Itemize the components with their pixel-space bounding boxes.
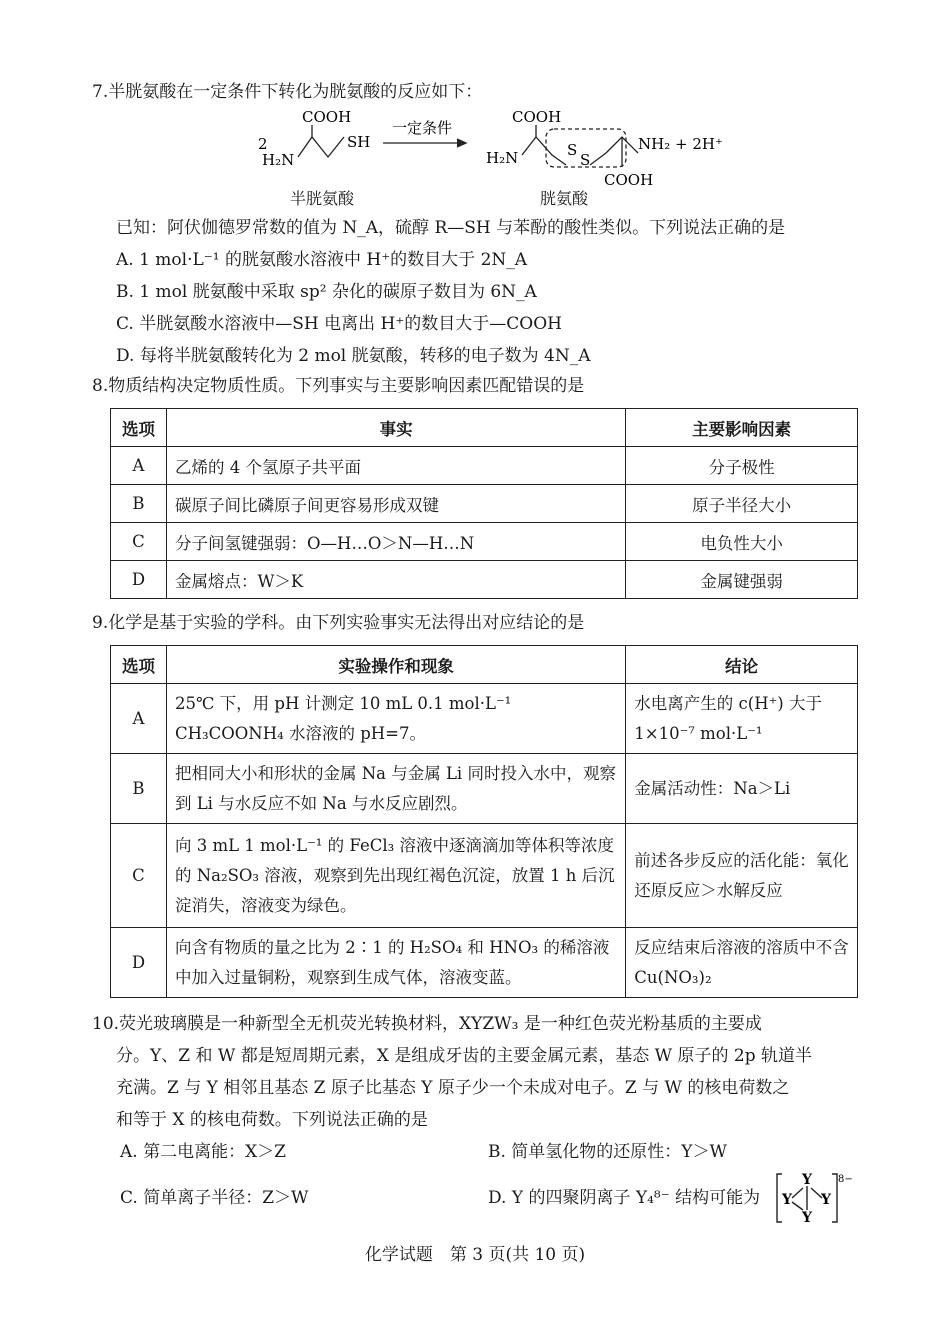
q9-cell: 向 3 mL 1 mol·L⁻¹ 的 FeCl₃ 溶液中逐滴滴加等体积等浓度的 Na₂SO₃ 溶液，观察到先出现红褐色沉淀，放置 1 h 后沉淀消失，溶液变为绿色。 [166, 824, 625, 928]
table-row [111, 447, 858, 485]
table-row [111, 561, 858, 599]
q8-cell: 电负性大小 [626, 523, 858, 561]
page-footer: 化学试题 第 3 页(共 10 页) [364, 1245, 586, 1265]
q8-table [110, 408, 858, 599]
table-row [111, 485, 858, 523]
q9-cell: B [111, 754, 167, 824]
q9-header-experiment: 实验操作和现象 [166, 646, 625, 684]
q7-known: 已知：阿伏伽德罗常数的值为 N_A，硫醇 R—SH 与苯酚的酸性类似。下列说法正确的是 [116, 218, 786, 238]
q10-stem-line-2: 分。Y、Z 和 W 都是短周期元素，X 是组成牙齿的主要金属元素，基态 W 原子的 2p 轨道半 [116, 1046, 813, 1066]
q9-cell: 25℃ 下，用 pH 计测定 10 mL 0.1 mol·L⁻¹ CH₃COONH₄ 水溶液的 pH=7。 [166, 684, 625, 754]
q8-cell: 乙烯的 4 个氢原子共平面 [166, 447, 625, 485]
q10-stem-line-4: 和等于 X 的核电荷数。下列说法正确的是 [116, 1110, 428, 1130]
cooh-right-top: COOH [512, 108, 562, 126]
q10-option-b: B. 简单氢化物的还原性：Y＞W [488, 1142, 727, 1162]
charge-label: 8− [838, 1174, 853, 1185]
label-cystine: 胱氨酸 [540, 189, 589, 208]
q8-cell: 分子间氢键强弱：O—H…O＞N—H…N [166, 523, 625, 561]
s-atom-1: S [567, 141, 578, 159]
q9-cell: 向含有物质的量之比为 2∶1 的 H₂SO₄ 和 HNO₃ 的稀溶液中加入过量铜粉，观察到生成气体，溶液变蓝。 [166, 928, 625, 998]
y-atom-left: Y [782, 1192, 792, 1208]
q8-cell: 原子半径大小 [626, 485, 858, 523]
s-atom-2: S [580, 151, 591, 169]
q10-stem-line-1: 10.荧光玻璃膜是一种新型全无机荧光转换材料，XYZW₃ 是一种红色荧光粉基质的主要成 [92, 1014, 762, 1034]
q9-cell: 把相同大小和形状的金属 Na 与金属 Li 同时投入水中，观察到 Li 与水反应不如 Na 与水反应剧烈。 [166, 754, 625, 824]
cooh-left: COOH [302, 108, 352, 126]
arrow-label: 一定条件 [392, 119, 453, 137]
q8-cell: D [111, 561, 167, 599]
q9-cell: 水电离产生的 c(H⁺) 大于 1×10⁻⁷ mol·L⁻¹ [626, 684, 858, 754]
q7-option-b: B. 1 mol 胱氨酸中采取 sp² 杂化的碳原子数目为 6N_A [116, 282, 537, 302]
q8-cell: 碳原子间比磷原子间更容易形成双键 [166, 485, 625, 523]
q8-header-fact: 事实 [166, 409, 625, 447]
nh2-group: NH₂ + 2H⁺ [638, 135, 723, 153]
label-cysteine: 半胱氨酸 [290, 189, 355, 208]
q8-cell: A [111, 447, 167, 485]
q9-header-option: 选项 [111, 646, 167, 684]
h2n-left: H₂N [262, 151, 295, 169]
q8-cell: 金属键强弱 [626, 561, 858, 599]
table-row [111, 928, 858, 998]
q10-option-c: C. 简单离子半径：Z＞W [120, 1188, 309, 1208]
q9-cell: 前述各步反应的活化能：氧化还原反应＞水解反应 [626, 824, 858, 928]
q8-cell: C [111, 523, 167, 561]
q9-cell: C [111, 824, 167, 928]
q9-cell: A [111, 684, 167, 754]
q8-cell: 分子极性 [626, 447, 858, 485]
table-row [111, 824, 858, 928]
q7-option-c: C. 半胱氨酸水溶液中—SH 电离出 H⁺的数目大于—COOH [116, 314, 562, 334]
q9-cell: 反应结束后溶液的溶质中不含 Cu(NO₃)₂ [626, 928, 858, 998]
h2n-right: H₂N [486, 149, 519, 167]
q8-stem: 8.物质结构决定物质性质。下列事实与主要影响因素匹配错误的是 [92, 376, 585, 396]
table-row [111, 523, 858, 561]
q7-stem: 7.半胱氨酸在一定条件下转化为胱氨酸的反应如下： [92, 82, 483, 102]
q10-option-a: A. 第二电离能：X＞Z [120, 1142, 286, 1162]
q8-header-factor: 主要影响因素 [626, 409, 858, 447]
q9-cell: 金属活动性：Na＞Li [626, 754, 858, 824]
y-atom-right: Y [821, 1192, 831, 1208]
q9-table [110, 645, 858, 998]
y-atom-bottom: Y [802, 1210, 812, 1226]
q7-option-a: A. 1 mol·L⁻¹ 的胱氨酸水溶液中 H⁺的数目大于 2N_A [116, 250, 528, 270]
q10-option-d: D. Y 的四聚阴离子 Y₄⁸⁻ 结构可能为 [488, 1188, 761, 1208]
q10-stem-line-3: 充满。Z 与 Y 相邻且基态 Z 原子比基态 Y 原子少一个未成对电子。Z 与 W 的核电荷数之 [116, 1078, 790, 1098]
coef-2: 2 [258, 135, 268, 153]
y4-anion-structure [774, 1170, 853, 1226]
q8-header-option: 选项 [111, 409, 167, 447]
q9-stem: 9.化学是基于实验的学科。由下列实验事实无法得出对应结论的是 [92, 613, 585, 633]
y-atom-top: Y [802, 1172, 812, 1188]
q8-cell: 金属熔点：W＞K [166, 561, 625, 599]
q8-cell: B [111, 485, 167, 523]
q7-option-d: D. 每将半胱氨酸转化为 2 mol 胱氨酸，转移的电子数为 4N_A [116, 346, 591, 366]
q9-header-conclusion: 结论 [626, 646, 858, 684]
q9-cell: D [111, 928, 167, 998]
sh-group: SH [347, 133, 371, 151]
table-row [111, 754, 858, 824]
cooh-right-bottom: COOH [604, 171, 654, 189]
table-row [111, 684, 858, 754]
